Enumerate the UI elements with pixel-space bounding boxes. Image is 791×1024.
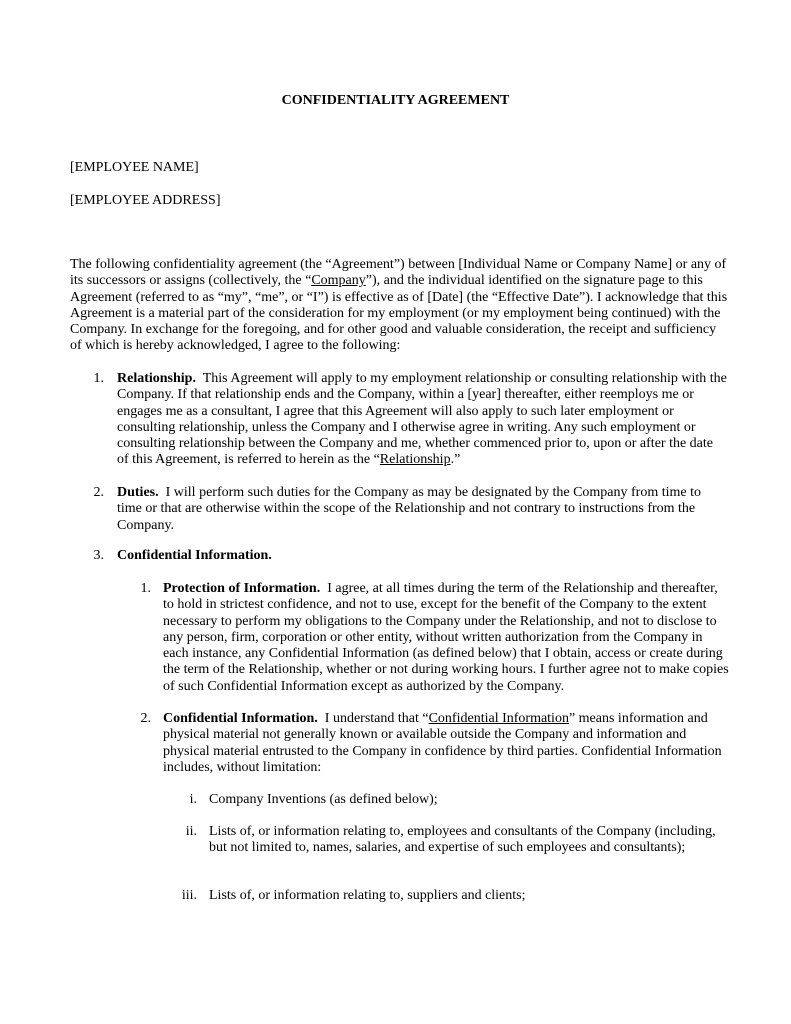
list-item-number: iii. [181, 888, 197, 903]
section-body: This Agreement will apply to my employment relationship or consulting relationship with the Company. If that relationship ends and the Company, within a [year] thereafter, either reemploys me or engages me as a consultant, I agree that this Agreement will also apply to such later employment or consulting relationship, unless the Company and I otherwise agree in writing. Any such employment or consulting relationship between the Company and me, whether commenced prior to, upon or after the date of this Agreement, is referred to herein as the “ [117, 371, 727, 468]
section-text [117, 371, 727, 469]
intro-text-1: The following confidentiality agreement (the “Agreement”) between [Individual Name or Company Name] or any of its successors or assigns (collectively, the “ [70, 257, 727, 289]
subsection-text [163, 711, 729, 776]
subsection-heading: Confidential Information. [163, 711, 318, 726]
subsection-text [163, 581, 729, 695]
company-defined-term: Company [311, 273, 366, 289]
subsection-body-start: I understand that “ [324, 711, 429, 726]
section-heading: Confidential Information. [117, 548, 272, 563]
list-item-number: ii. [185, 824, 197, 839]
section-number: 3. [93, 548, 104, 563]
section-number: 1. [93, 371, 104, 386]
section-number: 2. [93, 485, 104, 500]
subsection-number: 2. [140, 711, 151, 726]
section-body: I will perform such duties for the Company as may be designated by the Company from time to time or that are otherwise within the scope of the Relationship and not contrary to instructions from the Company. [117, 485, 702, 533]
subsection-heading: Protection of Information. [163, 581, 321, 596]
subsection-number: 1. [140, 581, 151, 596]
employee-name: [EMPLOYEE NAME] [70, 160, 199, 175]
employee-address: [EMPLOYEE ADDRESS] [70, 193, 221, 208]
confidential-information-defined-term: Confidential Information [428, 711, 569, 726]
section-body-end: .” [450, 452, 461, 468]
list-item-text: Lists of, or information relating to, suppliers and clients; [209, 888, 526, 903]
subsection-body: ” means information and physical material not generally known or available outside the Company and information and physical material entrusted to the Company in confidence by third parties. Confidential Information includes, without limitation: [163, 711, 722, 775]
document-title: CONFIDENTIALITY AGREEMENT [281, 93, 510, 108]
intro-paragraph [70, 257, 730, 355]
section-text [117, 548, 727, 564]
list-item-number: i. [189, 792, 197, 807]
section-heading: Relationship. [117, 371, 196, 386]
section-text [117, 485, 727, 534]
list-item-text: Company Inventions (as defined below); [209, 792, 438, 807]
relationship-defined-term: Relationship [379, 452, 451, 468]
list-item-text: Lists of, or information relating to, employees and consultants of the Company (including, but not limited to, names, salaries, and expertise of such employees and consultants); [209, 824, 716, 856]
subsection-body: I agree, at all times during the term of the Relationship and thereafter, to hold in strictest confidence, and not to use, except for the benefit of the Company to the extent necessary to perform my obligations to the Company under the Relationship, and not to disclose to any person, firm, corporation or other entity, without written authorization from the Company in each instance, any Confidential Information (as defined below) that I obtain, access or create during the term of the Relationship, whether or not during working hours. I further agree not to make copies of such Confidential Information except as authorized by the Company. [163, 581, 729, 694]
intro-text-2: ”), and the individual identified on the signature page to this Agreement (referred to as “my”, “me”, or “I”) is effective as of [Date] (the “Effective Date”). I acknowledge that this Agreement is a material part of the consideration for my employment (or my employment being continued) with the Company. In exchange for the foregoing, and for other good and valuable consideration, the receipt and sufficiency of which is hereby acknowledged, I agree to the following: [70, 273, 728, 354]
section-heading: Duties. [117, 485, 159, 500]
